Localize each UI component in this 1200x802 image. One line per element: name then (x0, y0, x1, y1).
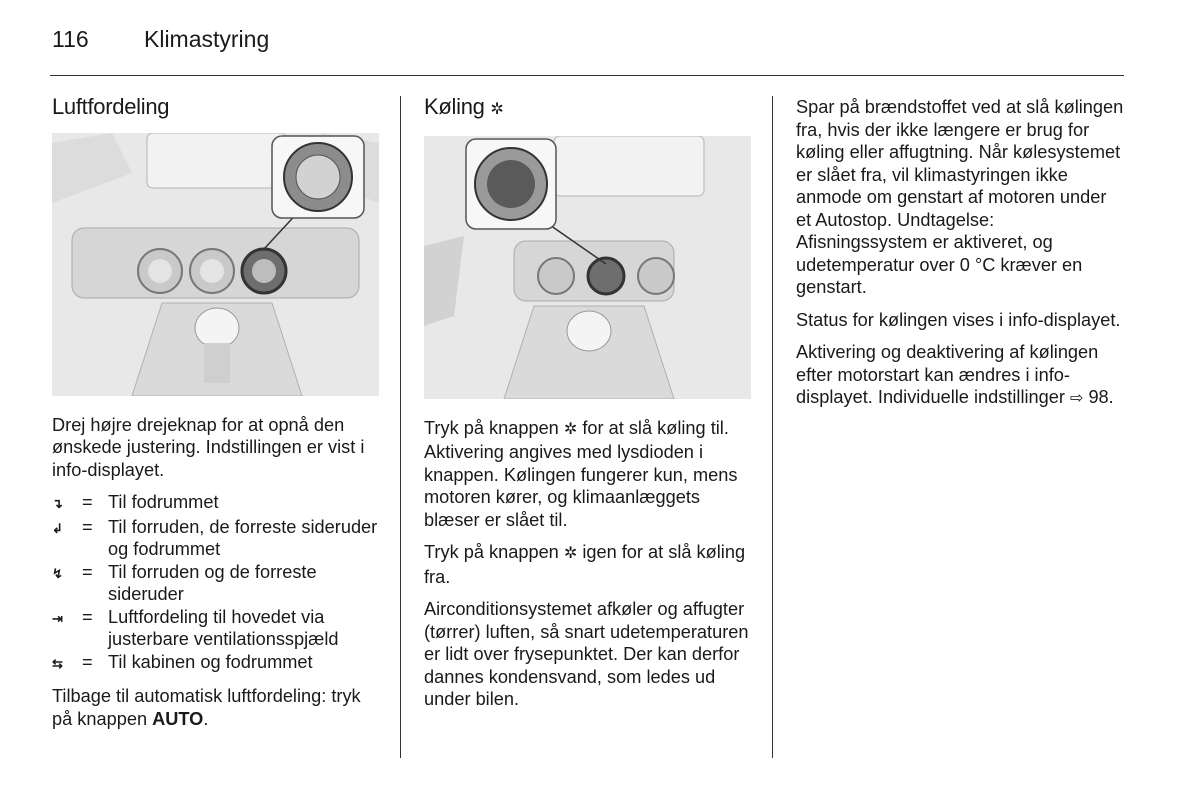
cooling-off-text: Tryk på knappen ✲ igen for at slå køling fra. (424, 542, 746, 587)
list-item: ↴ = Til fodrummet (52, 491, 382, 516)
column-divider-1 (400, 96, 401, 758)
intro-text: Drej højre drejeknap for at opnå den ønskede justering. Indstillingen er vist i info-displayet. (52, 414, 365, 480)
foot-vent-icon: ↴ (52, 496, 63, 511)
head-vent-icon: ⇥ (52, 610, 63, 626)
dashboard-illustration (52, 133, 379, 396)
snowflake-icon: ✲ (563, 545, 578, 562)
column-divider-2 (772, 96, 773, 758)
status-text: Status for kølingen vises i info-displayet. (796, 309, 1121, 330)
fuel-saving-text: Spar på brændstoffet ved at slå kølingen fra, hvis der ikke længere er brug for køling eller affugtning. Når kølesystemet er slået fra, vil klimastyringen ikke anmode om genstart af motoren under et Autostop. Undtagelse: Afisningssystem er aktiveret, og udetemperatur over 0 °C kræver en genstart. (796, 97, 1124, 297)
auto-label: AUTO (152, 708, 204, 729)
list-item: ↲ = Til forruden, de forreste sideruder og fodrummet (52, 516, 378, 559)
page-header (52, 26, 269, 53)
page-reference: 98. (1083, 387, 1114, 407)
column-cooling (424, 96, 754, 721)
cooling-on-text: Tryk på knappen ✲ for at slå køling til. Aktivering angives med lysdioden i knappen. Kølingen fungerer kun, mens motoren kører, og klimaanlæggets blæser er slået til. (424, 417, 738, 530)
list-item: ⇥ = Luftfordeling til hovedet via justerbare ventilationsspjæld (52, 606, 339, 649)
section-heading: Køling ✲ (424, 94, 504, 119)
snowflake-icon: ✲ (490, 101, 504, 118)
aircon-info-text: Airconditionsystemet afkøler og affugter (tørrer) luften, så snart udetemperaturen er lidt over frysepunktet. Der kan derfor dannes kondensvand, som ledes ud under bilen. (424, 599, 749, 709)
windscreen-side-foot-icon: ↯ (52, 565, 63, 581)
section-heading: Luftfordeling (52, 94, 170, 119)
header-rule (50, 75, 1124, 76)
page-number: 116 (52, 26, 89, 52)
cooling-button-illustration (424, 136, 751, 399)
page-reference-arrow-icon: ⇨ (1069, 390, 1084, 407)
chapter-title: Klimastyring (144, 26, 270, 52)
column-fuel-saving (796, 96, 1126, 421)
dashboard-drawing (52, 133, 379, 396)
outro-text: Tilbage til automatisk luftfordeling: tryk på knappen AUTO. (52, 686, 361, 729)
column-air-distribution (52, 96, 382, 740)
distribution-list (52, 491, 382, 675)
list-item: ⇆ = Til kabinen og fodrummet (52, 651, 382, 676)
cooling-drawing (424, 136, 751, 399)
cabin-foot-vent-icon: ⇆ (52, 655, 63, 671)
windscreen-foot-vent-icon: ↲ (52, 520, 63, 536)
snowflake-icon: ✲ (563, 420, 578, 438)
settings-text: Aktivering og deaktivering af kølingen efter motorstart kan ændres i info-displayet. Individuelle indstillinger ⇨ 98. (796, 342, 1114, 407)
list-item: ↯ = Til forruden og de forreste sideruder (52, 561, 317, 604)
